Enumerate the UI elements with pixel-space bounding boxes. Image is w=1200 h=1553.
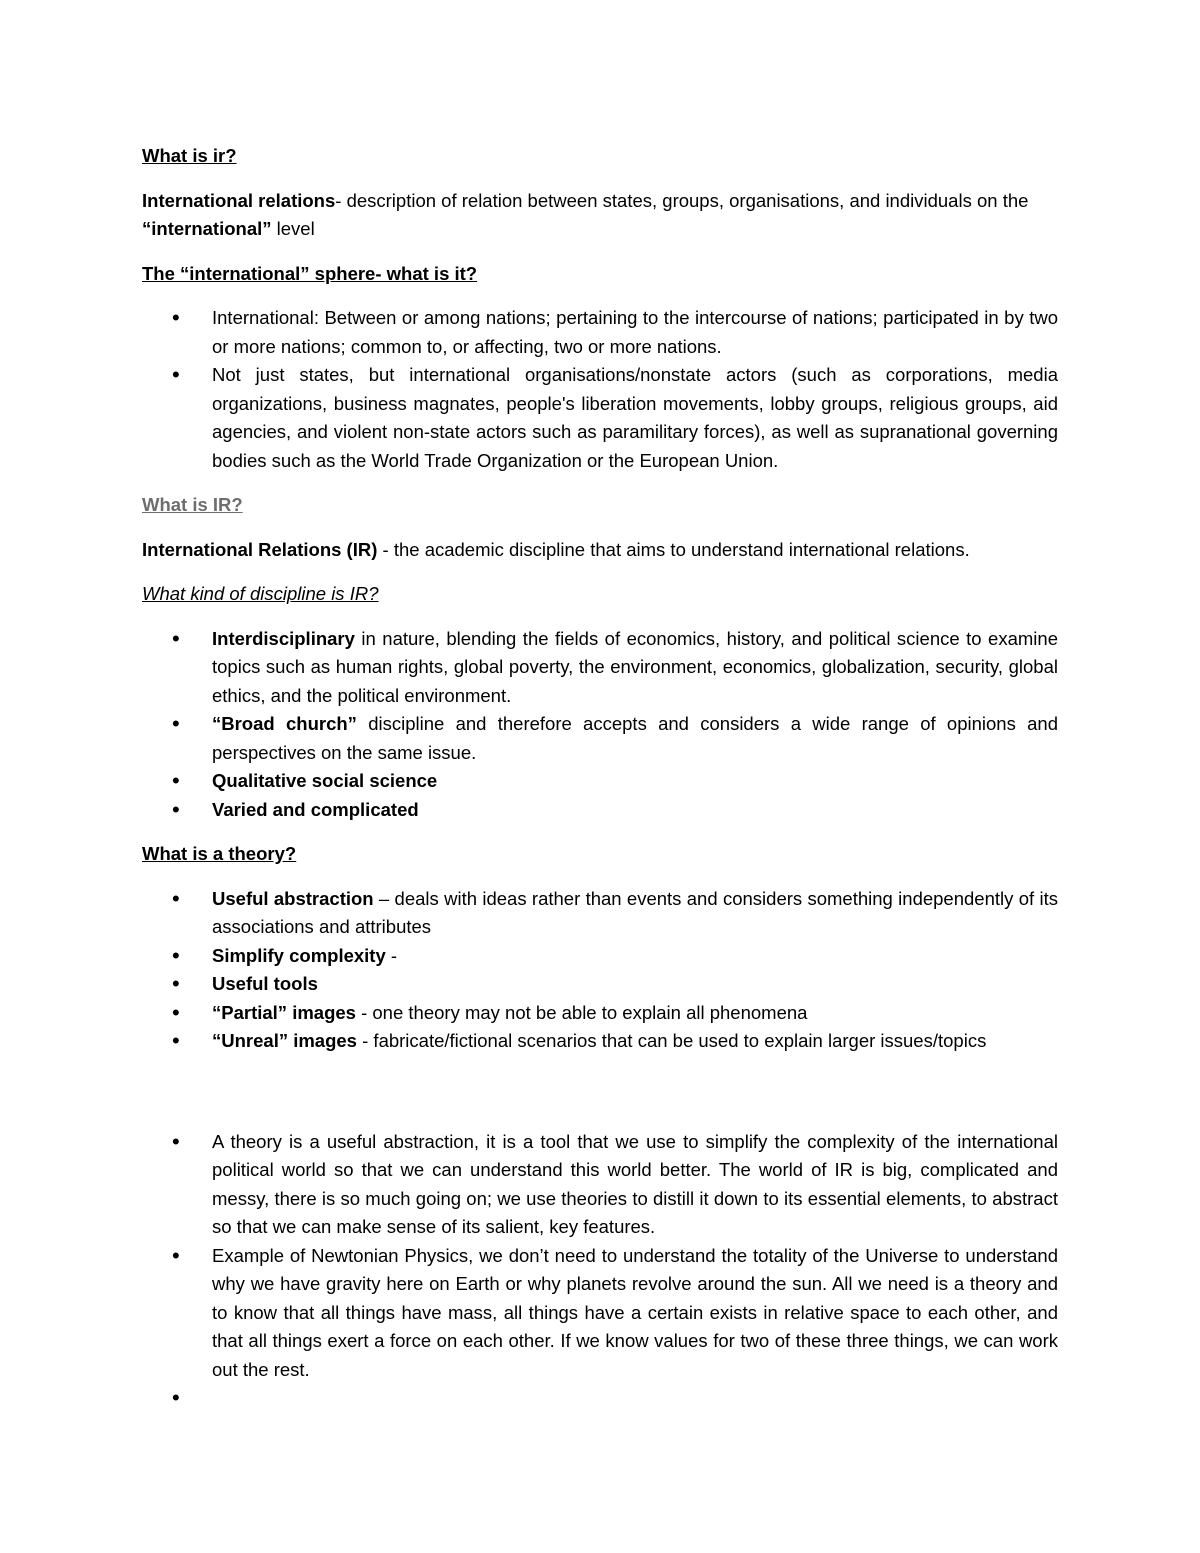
- definition-text-end: level: [271, 218, 315, 239]
- list-item: • A theory is a useful abstraction, it is a tool that we use to simplify the complexity of the international political world so that we can understand this world better. The world of IR is big, complicated and messy, there is so much going on; we use theories to distill it down to its essential elements, to abstract so that we can make sense of its salient, key features.: [142, 1128, 1058, 1242]
- list-item: [142, 942, 1058, 971]
- list-item-text: - one theory may not be able to explain all phenomena: [355, 1001, 808, 1023]
- list-item-term: “Partial” images: [212, 1001, 356, 1023]
- list-item: [142, 970, 1058, 999]
- list-item: • Example of Newtonian Physics, we don’t need to understand the totality of the Universe to understand why we have gravity here on Earth or why planets revolve around the sun. All we need is a theory and to know that all things have mass, all things have a certain exists in relative space to each other, and that all things exert a force on each other. If we know values for two of these three things, we can work out the rest.: [142, 1242, 1058, 1385]
- term-international: “international”: [142, 218, 272, 239]
- list-item-text: - fabricate/fictional scenarios that can be used to explain larger issues/topics: [356, 1030, 987, 1051]
- list-item: • Not just states, but international organisations/nonstate actors (such as corporations, media organizations, business magnates, people's liberation movements, lobby groups, religious groups, aid agencies, and violent non-state actors such as paramilitary forces), as well as supranational governing bodies such as the World Trade Organization or the European Union.: [142, 361, 1058, 475]
- blank-space: [142, 1072, 1058, 1128]
- list-item-term: “Unreal” images: [212, 1030, 357, 1051]
- list-item-term: Useful abstraction: [212, 887, 374, 909]
- list-item: [142, 999, 1058, 1028]
- heading-what-is-IR: What is IR?: [142, 494, 243, 515]
- list-item-term: Simplify complexity: [212, 944, 386, 966]
- list-item: [142, 1027, 1058, 1056]
- list-item-text: -: [385, 944, 398, 966]
- list-item-term: Varied and complicated: [212, 798, 419, 820]
- list-item: [142, 796, 1058, 825]
- list-item: [142, 625, 1058, 711]
- heading-what-is-ir: What is ir?: [142, 145, 237, 166]
- list-item-term: Qualitative social science: [212, 770, 438, 791]
- definition-text: - description of relation between states, groups, organisations, and individuals on the: [335, 189, 1029, 211]
- list-item-term: “Broad church”: [212, 713, 357, 734]
- list-item: [142, 885, 1058, 942]
- list-item-text: in nature, blending the fields of economics, history, and political science to examine topics such as human rights, global poverty, the environment, economics, globalization, security, global ethics, and the political environment.: [212, 627, 1058, 706]
- paragraph-ir-definition: [142, 536, 1058, 565]
- paragraph-international-relations: [142, 187, 1058, 244]
- term-international-relations-ir: International Relations (IR): [142, 538, 378, 560]
- heading-what-is-a-theory: What is a theory?: [142, 843, 297, 864]
- definition-text: - the academic discipline that aims to understand international relations.: [377, 538, 970, 560]
- list-theory: [142, 885, 1058, 1056]
- list-theory-explanation: [142, 1128, 1058, 1385]
- list-discipline: [142, 625, 1058, 825]
- term-international-relations: International relations: [142, 189, 336, 211]
- list-item: [142, 767, 1058, 796]
- list-item: • International: Between or among nations; pertaining to the intercourse of nations; participated in by two or more nations; common to, or affecting, two or more nations.: [142, 304, 1058, 361]
- list-item-text: – deals with ideas rather than events and considers something independently of its associations and attributes: [212, 887, 1058, 937]
- list-item-term: Useful tools: [212, 973, 318, 994]
- heading-international-sphere: The “international” sphere- what is it?: [142, 262, 478, 284]
- list-item-text: discipline and therefore accepts and considers a wide range of opinions and perspectives on the same issue.: [212, 713, 1058, 763]
- heading-kind-of-discipline: What kind of discipline is IR?: [142, 583, 379, 604]
- document-body: [142, 142, 1058, 1400]
- list-item-term: Interdisciplinary: [212, 627, 355, 649]
- list-international-sphere: [142, 304, 1058, 475]
- list-item: [142, 710, 1058, 767]
